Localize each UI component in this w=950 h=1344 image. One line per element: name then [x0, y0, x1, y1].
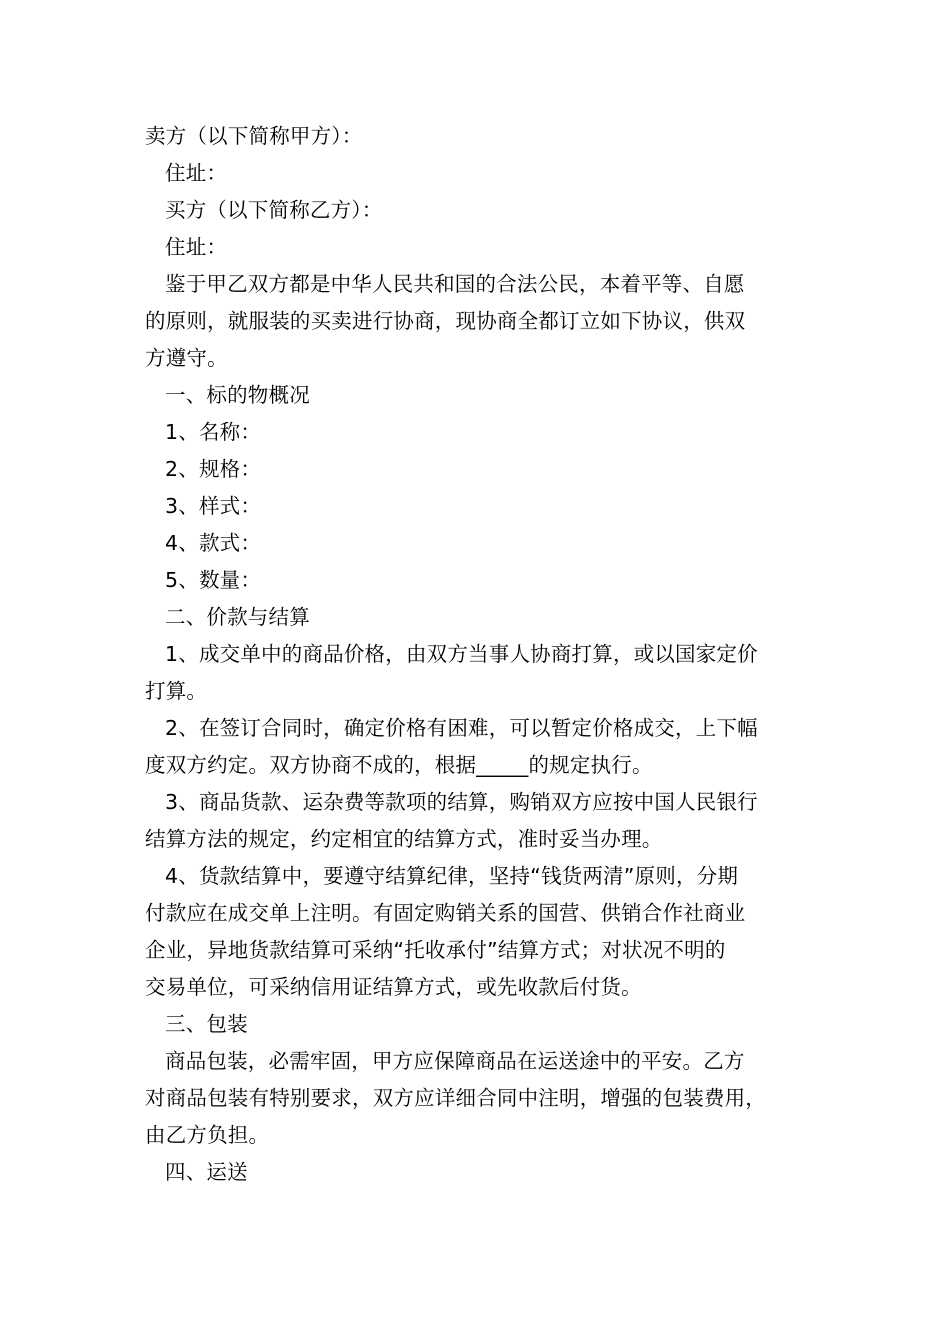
- section-heading-3: 三、包装: [165, 1012, 248, 1036]
- item-style: 3、样式：: [165, 494, 262, 518]
- packaging-line-1: 商品包装，必需牢固，甲方应保障商品在运送途中的平安。乙方: [165, 1049, 745, 1073]
- item-name: 1、名称：: [165, 420, 262, 444]
- preamble-line-2: 的原则，就服装的买卖进行协商，现协商全都订立如下协议，供双: [145, 309, 746, 333]
- clause-2-4-line-2: 付款应在成交单上注明。有固定购销关系的国营、供销合作社商业: [145, 901, 746, 925]
- clause-2-4-line-3: 企业，异地货款结算可采纳“托收承付”结算方式；对状况不明的: [145, 938, 726, 962]
- section-heading-4: 四、运送: [165, 1160, 248, 1184]
- preamble-line-1: 鉴于甲乙双方都是中华人民共和国的合法公民，本着平等、自愿: [165, 272, 745, 296]
- clause-2-2-line-2: 度双方约定。双方协商不成的，根据_____的规定执行。: [145, 753, 653, 777]
- clause-2-3-line-1: 3、商品货款、运杂费等款项的结算，购销双方应按中国人民银行: [165, 790, 758, 814]
- clause-2-4-line-1: 4、货款结算中，要遵守结算纪律，坚持“钱货两清”原则，分期: [165, 864, 739, 888]
- section-heading-1: 一、标的物概况: [165, 383, 310, 407]
- document-body: [145, 118, 835, 1191]
- preamble-line-3: 方遵守。: [145, 346, 228, 370]
- clause-2-4-line-4: 交易单位，可采纳信用证结算方式，或先收款后付货。: [145, 975, 642, 999]
- clause-2-3-line-2: 结算方法的规定，约定相宜的结算方式，准时妥当办理。: [145, 827, 663, 851]
- clause-2-1-line-2: 打算。: [145, 679, 208, 703]
- buyer-address-line: 住址：: [165, 235, 228, 259]
- seller-line: 卖方（以下简称甲方）：: [145, 124, 363, 148]
- seller-address-line: 住址：: [165, 161, 228, 185]
- packaging-line-3: 由乙方负担。: [145, 1123, 270, 1147]
- item-quantity: 5、数量：: [165, 568, 262, 592]
- item-model: 4、款式：: [165, 531, 262, 555]
- section-heading-2: 二、价款与结算: [165, 605, 310, 629]
- clause-2-2-line-1: 2、在签订合同时，确定价格有困难，可以暂定价格成交，上下幅: [165, 716, 758, 740]
- item-spec: 2、规格：: [165, 457, 262, 481]
- packaging-line-2: 对商品包装有特别要求，双方应详细合同中注明，增强的包装费用，: [145, 1086, 766, 1110]
- clause-2-1-line-1: 1、成交单中的商品价格，由双方当事人协商打算，或以国家定价: [165, 642, 758, 666]
- buyer-line: 买方（以下简称乙方）：: [165, 198, 383, 222]
